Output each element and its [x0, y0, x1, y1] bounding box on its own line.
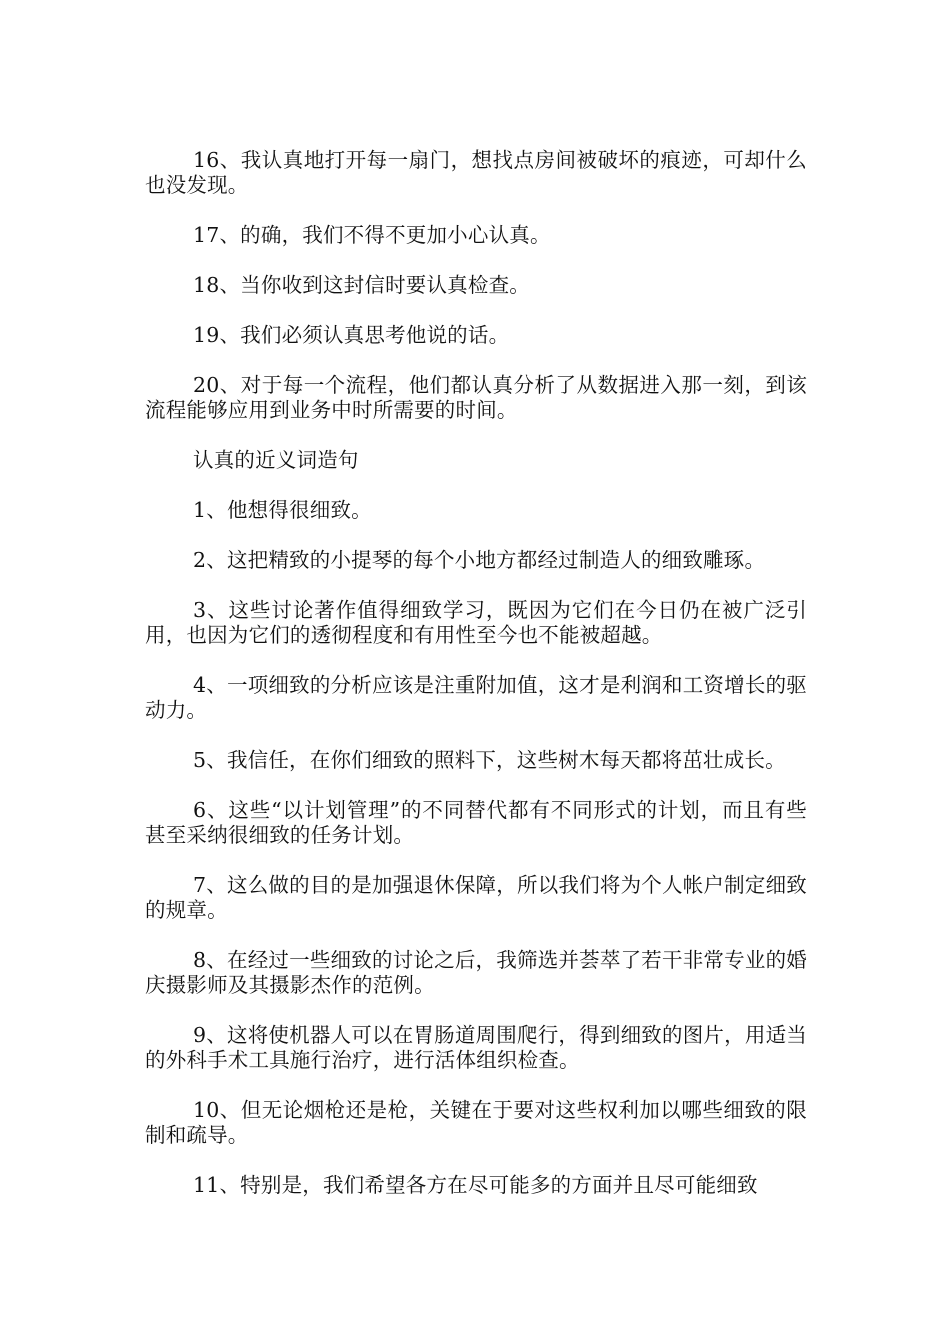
paragraph-18: 18、当你收到这封信时要认真检查。	[193, 273, 530, 297]
paragraph-synonym-8: 8、在经过一些细致的讨论之后，我筛选并荟萃了若干非常专业的婚庆摄影师及其摄影杰作的范例。	[145, 948, 807, 997]
paragraph-synonym-5: 5、我信任，在你们细致的照料下，这些树木每天都将茁壮成长。	[193, 748, 786, 772]
paragraph-17: 17、的确，我们不得不更加小心认真。	[193, 223, 551, 247]
paragraph-16: 16、我认真地打开每一扇门，想找点房间被破坏的痕迹，可却什么也没发现。	[145, 148, 807, 197]
paragraph-synonym-3: 3、这些讨论著作值得细致学习，既因为它们在今日仍在被广泛引用，也因为它们的透彻程度和有用性至今也不能被超越。	[145, 598, 807, 647]
paragraph-synonym-7: 7、这么做的目的是加强退休保障，所以我们将为个人帐户制定细致的规章。	[145, 873, 807, 922]
paragraph-synonym-4: 4、一项细致的分析应该是注重附加值，这才是利润和工资增长的驱动力。	[145, 673, 807, 722]
paragraph-20: 20、对于每一个流程，他们都认真分析了从数据进入那一刻，到该流程能够应用到业务中时所需要的时间。	[145, 373, 807, 422]
paragraph-synonym-1: 1、他想得很细致。	[193, 498, 372, 522]
paragraph-19: 19、我们必须认真思考他说的话。	[193, 323, 510, 347]
paragraph-synonym-10: 10、但无论烟枪还是枪，关键在于要对这些权利加以哪些细致的限制和疏导。	[145, 1098, 807, 1147]
section-heading-synonym-sentences: 认真的近义词造句	[193, 448, 359, 472]
paragraph-synonym-6: 6、这些“以计划管理”的不同替代都有不同形式的计划，而且有些甚至采纳很细致的任务计划。	[145, 798, 807, 847]
paragraph-synonym-2: 2、这把精致的小提琴的每个小地方都经过制造人的细致雕琢。	[193, 548, 766, 572]
paragraph-synonym-11: 11、特别是，我们希望各方在尽可能多的方面并且尽可能细致	[193, 1173, 758, 1197]
document-body	[145, 148, 807, 1223]
paragraph-synonym-9: 9、这将使机器人可以在胃肠道周围爬行，得到细致的图片，用适当的外科手术工具施行治疗，进行活体组织检查。	[145, 1023, 807, 1072]
